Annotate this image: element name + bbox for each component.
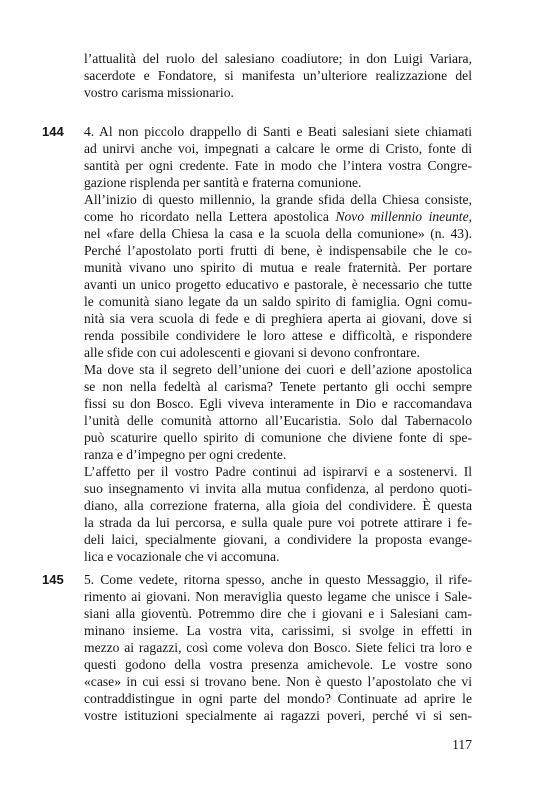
text-segment: renda possibile condividere le loro attese e difficoltà, e rispondere (84, 328, 472, 343)
text-line (84, 548, 472, 565)
text-segment: vostre istituzioni specialmente ai ragazzi poveri, perché vi si sen- (84, 708, 472, 723)
text-line (84, 157, 472, 174)
text-segment: l’attualità del ruolo del salesiano coadiutore; in don Luigi Variara, (84, 51, 472, 66)
text-line (84, 259, 472, 276)
paragraph-number-145: 145 (42, 572, 64, 587)
text-segment: siani alla gioventù. Potremmo dire che i giovani e i Salesiani cam- (84, 606, 472, 621)
text-segment: se non nella fedeltà al carisma? Tenete pertanto gli occhi sempre (84, 379, 472, 394)
text-segment: rimento ai giovani. Non meraviglia questo legame che unisce i Sale- (84, 589, 472, 604)
text-segment: 4. Al non piccolo drappello di Santi e Beati salesiani siete chiamati (84, 124, 472, 139)
text-line (84, 690, 472, 707)
text-segment: «case» in cui essi si trovano bene. Non è questo l’apostolato che vi (84, 674, 472, 689)
text-segment: le comunità siano legate da un saldo spirito di famiglia. Ogni comu- (84, 294, 472, 309)
text-segment: deli laici, specialmente giovani, a condividere la proposta evange- (84, 532, 472, 547)
text-line (84, 463, 472, 480)
text-segment: mezzo ai ragazzi, così come voleva don Bosco. Siete felici tra loro e (84, 640, 472, 655)
text-line (84, 378, 472, 395)
italic-title: Novo millennio ineunte, (335, 209, 472, 224)
text-segment: la strada da lui percorsa, e sulla quale pure voi potrete attirare i fe- (84, 515, 472, 530)
text-segment: lica e vocazionale che vi accomuna. (84, 549, 280, 564)
text-line (84, 531, 472, 548)
text-line (84, 344, 472, 361)
text-line (84, 497, 472, 514)
text-line (84, 327, 472, 344)
text-line (84, 707, 472, 724)
text-segment: ranza e d’impegno per ogni credente. (84, 447, 287, 462)
text-line (84, 67, 472, 84)
text-segment: come ho ricordato nella Lettera apostolica (84, 209, 336, 224)
text-segment: vostro carisma missionario. (84, 85, 234, 100)
text-segment: minano insieme. La vostra vita, carissimi, si svolge in effetti in (84, 623, 472, 638)
text-segment: nel «fare della Chiesa la casa e la scuola della comunione» (n. 43). (84, 226, 472, 241)
text-line (84, 429, 472, 446)
text-line (84, 123, 472, 140)
text-line (84, 656, 472, 673)
text-line (84, 310, 472, 327)
text-segment: All’inizio di questo millennio, la grande sfida della Chiesa consiste, (84, 192, 472, 207)
text-line (84, 208, 472, 225)
text-line (84, 225, 472, 242)
text-segment: può scaturire quello spirito di comunione che diviene fonte di spe- (84, 430, 472, 445)
paragraph-number-144: 144 (42, 124, 64, 139)
text-line (84, 571, 472, 588)
text-line (84, 293, 472, 310)
text-line (84, 605, 472, 622)
text-line (84, 480, 472, 497)
text-line (84, 395, 472, 412)
text-line (84, 361, 472, 378)
text-segment: sacerdote e Fondatore, si manifesta un’ulteriore realizzazione del (84, 68, 472, 83)
text-segment: santità per ogni credente. Fate in modo che l’intera vostra Congre- (84, 158, 472, 173)
text-segment: diano, alla correzione fraterna, alla gioia del condividere. È questa (84, 498, 472, 513)
text-line (84, 191, 472, 208)
text-segment: questi godono della vostra presenza amichevole. Le vostre sono (84, 657, 472, 672)
text-line (84, 276, 472, 293)
text-line (84, 514, 472, 531)
text-segment: L’affetto per il vostro Padre continui ad ispirarvi e a sostenervi. Il (84, 464, 472, 479)
text-segment: l’unità delle comunità attorno all’Eucaristia. Solo dal Tabernacolo (84, 413, 472, 428)
text-segment: contraddistingue in ogni parte del mondo? Continuate ad aprire le (84, 691, 472, 706)
text-segment: ad unirvi anche voi, impegnati a calcare le orme di Cristo, fonte di (84, 141, 472, 156)
text-segment: avanti un unico progetto educativo e pastorale, è necessario che tutte (84, 277, 472, 292)
text-line (84, 412, 472, 429)
text-line (84, 50, 472, 67)
text-segment: 5. Come vedete, ritorna spesso, anche in questo Messaggio, il rife- (84, 572, 472, 587)
page-number: 117 (452, 737, 472, 752)
text-line (84, 174, 472, 191)
text-segment: munità vivano uno spirito di mutua e reale fraternità. Per portare (84, 260, 472, 275)
text-segment: Perché l’apostolato porti frutti di bene, è indispensabile che le co- (84, 243, 472, 258)
text-line (84, 446, 472, 463)
text-line (84, 242, 472, 259)
text-line (84, 84, 472, 101)
text-segment: nità sia vera scuola di fede e di preghiera aperta ai giovani, dove si (84, 311, 472, 326)
text-line (84, 673, 472, 690)
text-segment: alle sfide con cui adolescenti e giovani si devono confrontare. (84, 345, 420, 360)
text-line (84, 588, 472, 605)
text-line (84, 639, 472, 656)
text-segment: Ma dove sta il segreto dell’unione dei cuori e dell’azione apostolica (84, 362, 472, 377)
text-line (84, 622, 472, 639)
text-segment: suo insegnamento vi invita alla mutua confidenza, al perdono quoti- (84, 481, 472, 496)
text-segment: fissi su don Bosco. Egli viveva interamente in Dio e raccomandava (84, 396, 472, 411)
text-line (84, 140, 472, 157)
text-segment: gazione risplenda per santità e fraterna comunione. (84, 175, 362, 190)
